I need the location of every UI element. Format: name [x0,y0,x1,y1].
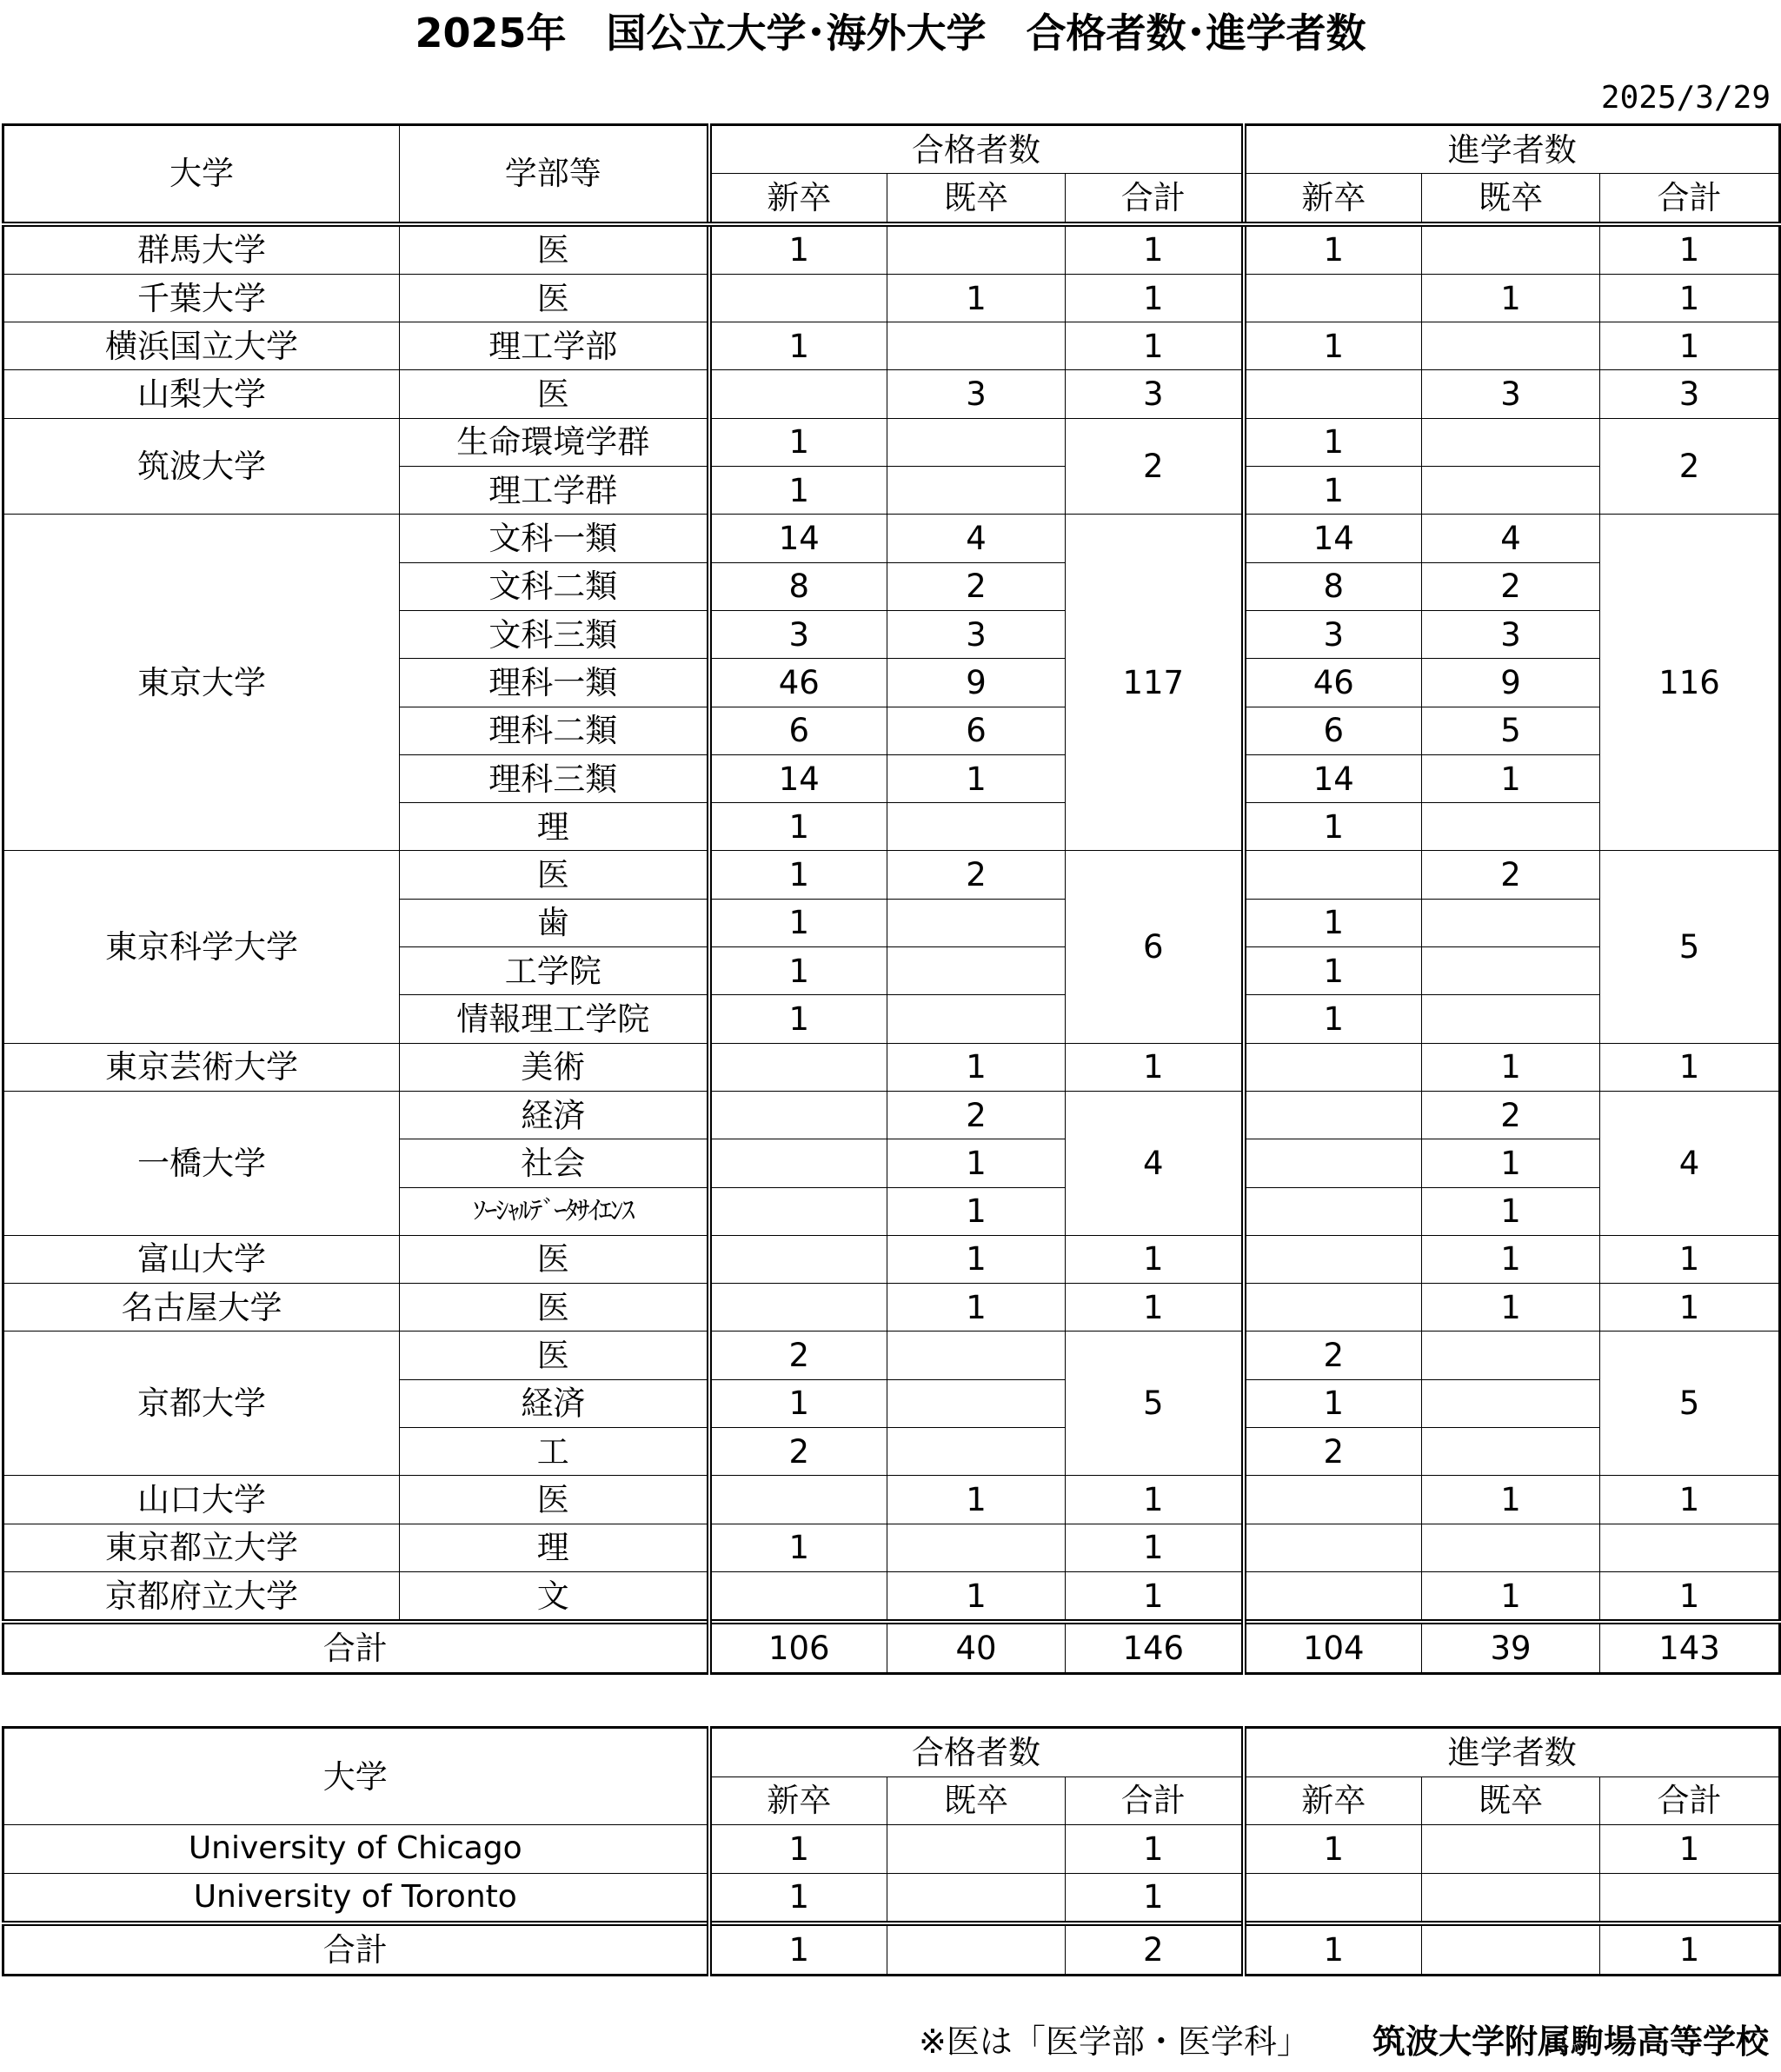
header-enroll-group: 進学者数 [1244,125,1780,174]
pass-prev-count [887,467,1066,515]
enroll-total-count: 1 [1600,1571,1780,1622]
department-name: 歯 [400,899,709,946]
pass-new-count [709,1476,887,1524]
pass-new-count: 1 [709,1524,887,1571]
enroll-new-count: 2 [1244,1332,1422,1379]
pass-new-count: 46 [709,659,887,707]
university-name: 群馬大学 [3,224,400,275]
pass-new-count: 8 [709,562,887,610]
enroll-prev-count [1422,418,1600,466]
intl-header-pass-total: 合計 [1066,1776,1244,1825]
pass-prev-count: 1 [887,1187,1066,1235]
university-name: 東京都立大学 [3,1524,400,1571]
university-name: University of Toronto [3,1873,709,1923]
pass-prev-count [887,224,1066,275]
pass-new-count: 1 [709,899,887,946]
enroll-total-count: 4 [1600,1091,1780,1235]
pass-new-count: 1 [709,322,887,370]
enroll-new-count: 6 [1244,707,1422,754]
intl-header-pass-new: 新卒 [709,1776,887,1825]
header-university: 大学 [3,125,400,224]
pass-prev-count [887,1873,1066,1923]
enroll-prev-count [1422,899,1600,946]
pass-prev-count [887,899,1066,946]
department-name: 美術 [400,1043,709,1091]
enroll-new-count: 2 [1244,1428,1422,1476]
intl-header-enroll-prev: 既卒 [1422,1776,1600,1825]
pass-total-count: 4 [1066,1091,1244,1235]
pass-new-count [709,1043,887,1091]
enroll-new-count: 1 [1244,803,1422,851]
pass-new-count: 2 [709,1428,887,1476]
total-enroll-prev [1422,1923,1600,1975]
enroll-prev-count: 1 [1422,1235,1600,1283]
table-row [3,224,1780,275]
department-name: 医 [400,1284,709,1332]
enroll-total-count: 1 [1600,1043,1780,1091]
total-enroll-prev: 39 [1422,1622,1600,1673]
university-name: 千葉大学 [3,274,400,322]
enroll-new-count: 1 [1244,322,1422,370]
total-pass-prev: 40 [887,1622,1066,1673]
pass-new-count [709,274,887,322]
pass-new-count [709,370,887,418]
total-row [3,1923,1780,1975]
enroll-new-count [1244,1571,1422,1622]
domestic-results-table [2,123,1781,1675]
pass-new-count [709,1284,887,1332]
pass-new-count [709,1235,887,1283]
pass-prev-count: 1 [887,274,1066,322]
enroll-new-count [1244,1524,1422,1571]
enroll-new-count: 1 [1244,224,1422,275]
total-enroll-total: 143 [1600,1622,1780,1673]
enroll-new-count: 46 [1244,659,1422,707]
pass-new-count: 3 [709,610,887,658]
intl-header-enroll-new: 新卒 [1244,1776,1422,1825]
enroll-prev-count [1422,1428,1600,1476]
pass-prev-count [887,803,1066,851]
enroll-prev-count: 5 [1422,707,1600,754]
university-name: University of Chicago [3,1825,709,1874]
enroll-prev-count: 2 [1422,851,1600,899]
enroll-new-count: 1 [1244,1379,1422,1427]
pass-new-count: 2 [709,1332,887,1379]
department-name: 医 [400,224,709,275]
pass-new-count: 1 [709,995,887,1043]
enroll-total-count: 1 [1600,1235,1780,1283]
intl-header-pass-prev: 既卒 [887,1776,1066,1825]
pass-total-count: 1 [1066,1284,1244,1332]
enroll-total-count: 1 [1600,274,1780,322]
header-pass-group: 合格者数 [709,125,1244,174]
header-pass-new: 新卒 [709,174,887,224]
table-row [3,370,1780,418]
enroll-total-count: 2 [1600,418,1780,515]
university-name: 京都大学 [3,1332,400,1476]
table-row [3,1235,1780,1283]
header-enroll-new: 新卒 [1244,174,1422,224]
pass-new-count: 1 [709,1873,887,1923]
enroll-prev-count: 1 [1422,1139,1600,1187]
department-name: 経済 [400,1379,709,1427]
pass-prev-count: 1 [887,1571,1066,1622]
enroll-prev-count: 1 [1422,1284,1600,1332]
department-name: 医 [400,1235,709,1283]
department-name: 生命環境学群 [400,418,709,466]
enroll-total-count: 1 [1600,224,1780,275]
university-name: 名古屋大学 [3,1284,400,1332]
table-row [3,1825,1780,1874]
table-row [3,274,1780,322]
enroll-new-count [1244,1476,1422,1524]
enroll-new-count: 1 [1244,995,1422,1043]
footer-note: ※医は「医学部・医学科」 [919,2022,1310,2061]
university-name: 一橋大学 [3,1091,400,1235]
enroll-new-count: 14 [1244,515,1422,562]
report-date: 2025/3/29 [1600,80,1771,116]
pass-new-count [709,1091,887,1139]
department-name: 工 [400,1428,709,1476]
department-name: 医 [400,274,709,322]
pass-prev-count [887,1825,1066,1874]
pass-new-count: 1 [709,1825,887,1874]
enroll-total-count [1600,1524,1780,1571]
pass-total-count: 1 [1066,1043,1244,1091]
enroll-total-count [1600,1873,1780,1923]
enroll-new-count [1244,370,1422,418]
total-pass-new: 1 [709,1923,887,1975]
enroll-prev-count: 3 [1422,370,1600,418]
pass-prev-count: 2 [887,1091,1066,1139]
pass-prev-count [887,418,1066,466]
intl-header-enroll-group: 進学者数 [1244,1728,1780,1777]
pass-total-count: 1 [1066,274,1244,322]
pass-prev-count: 1 [887,1235,1066,1283]
header-department: 学部等 [400,125,709,224]
enroll-prev-count [1422,1873,1600,1923]
pass-new-count: 6 [709,707,887,754]
pass-prev-count: 9 [887,659,1066,707]
pass-prev-count [887,1332,1066,1379]
pass-prev-count: 1 [887,1139,1066,1187]
footer [919,2018,1769,2065]
department-name: 医 [400,1332,709,1379]
pass-prev-count [887,995,1066,1043]
enroll-new-count [1244,1284,1422,1332]
enroll-new-count [1244,1235,1422,1283]
total-enroll-new: 1 [1244,1923,1422,1975]
enroll-total-count: 1 [1600,1825,1780,1874]
intl-header-pass-group: 合格者数 [709,1728,1244,1777]
header-pass-prev: 既卒 [887,174,1066,224]
pass-prev-count: 1 [887,1476,1066,1524]
pass-total-count: 6 [1066,851,1244,1043]
enroll-total-count: 1 [1600,1284,1780,1332]
university-name: 東京科学大学 [3,851,400,1043]
pass-prev-count [887,1379,1066,1427]
table-row [3,1524,1780,1571]
department-name: 工学院 [400,947,709,995]
department-name: 医 [400,370,709,418]
enroll-prev-count [1422,1332,1600,1379]
total-row [3,1622,1780,1673]
pass-prev-count [887,1524,1066,1571]
enroll-prev-count: 3 [1422,610,1600,658]
enroll-prev-count [1422,467,1600,515]
pass-new-count: 1 [709,947,887,995]
enroll-new-count: 1 [1244,899,1422,946]
department-name: 理工学部 [400,322,709,370]
enroll-new-count [1244,1873,1422,1923]
university-name: 京都府立大学 [3,1571,400,1622]
pass-total-count: 1 [1066,1873,1244,1923]
university-name: 東京芸術大学 [3,1043,400,1091]
university-name: 横浜国立大学 [3,322,400,370]
university-name: 山口大学 [3,1476,400,1524]
total-label: 合計 [3,1923,709,1975]
enroll-new-count [1244,1139,1422,1187]
table-row [3,1873,1780,1923]
department-name: ｿｰｼｬﾙﾃﾞｰﾀｻｲｴﾝｽ [400,1187,709,1235]
intl-header-university: 大学 [3,1728,709,1825]
enroll-prev-count [1422,1524,1600,1571]
university-name: 東京大学 [3,515,400,851]
department-name: 医 [400,851,709,899]
university-name: 山梨大学 [3,370,400,418]
department-name: 理 [400,803,709,851]
pass-total-count: 1 [1066,322,1244,370]
total-pass-total: 2 [1066,1923,1244,1975]
pass-new-count: 1 [709,851,887,899]
table-row [3,322,1780,370]
department-name: 文科三類 [400,610,709,658]
department-name: 理 [400,1524,709,1571]
enroll-prev-count [1422,995,1600,1043]
pass-prev-count: 4 [887,515,1066,562]
enroll-prev-count: 1 [1422,274,1600,322]
pass-prev-count: 2 [887,562,1066,610]
pass-new-count: 1 [709,803,887,851]
header-enroll-total: 合計 [1600,174,1780,224]
department-name: 理工学群 [400,467,709,515]
pass-new-count: 1 [709,224,887,275]
pass-total-count: 2 [1066,418,1244,515]
table-row [3,851,1780,899]
pass-new-count [709,1139,887,1187]
pass-total-count: 3 [1066,370,1244,418]
enroll-new-count: 1 [1244,418,1422,466]
enroll-prev-count [1422,803,1600,851]
enroll-new-count: 3 [1244,610,1422,658]
enroll-prev-count [1422,1825,1600,1874]
university-name: 富山大学 [3,1235,400,1283]
department-name: 理科一類 [400,659,709,707]
pass-new-count [709,1187,887,1235]
table-row [3,1332,1780,1379]
pass-prev-count: 1 [887,1284,1066,1332]
pass-total-count: 5 [1066,1332,1244,1476]
total-label: 合計 [3,1622,709,1673]
enroll-new-count [1244,1187,1422,1235]
pass-new-count: 1 [709,467,887,515]
department-name: 社会 [400,1139,709,1187]
department-name: 文科二類 [400,562,709,610]
enroll-total-count: 1 [1600,1476,1780,1524]
total-pass-new: 106 [709,1622,887,1673]
pass-prev-count: 6 [887,707,1066,754]
enroll-prev-count: 2 [1422,1091,1600,1139]
enroll-prev-count: 1 [1422,1187,1600,1235]
enroll-prev-count [1422,322,1600,370]
enroll-prev-count: 1 [1422,754,1600,802]
enroll-total-count: 116 [1600,515,1780,851]
header-enroll-prev: 既卒 [1422,174,1600,224]
pass-total-count: 1 [1066,1825,1244,1874]
table-row [3,1571,1780,1622]
enroll-prev-count: 1 [1422,1571,1600,1622]
enroll-prev-count [1422,1379,1600,1427]
department-name: 医 [400,1476,709,1524]
enroll-prev-count: 9 [1422,659,1600,707]
university-name: 筑波大学 [3,418,400,515]
department-name: 経済 [400,1091,709,1139]
enroll-new-count: 1 [1244,947,1422,995]
enroll-new-count: 1 [1244,1825,1422,1874]
total-pass-total: 146 [1066,1622,1244,1673]
pass-prev-count: 1 [887,754,1066,802]
enroll-total-count: 5 [1600,1332,1780,1476]
enroll-new-count [1244,1043,1422,1091]
pass-total-count: 117 [1066,515,1244,851]
table-row [3,418,1780,466]
department-name: 文 [400,1571,709,1622]
enroll-prev-count: 4 [1422,515,1600,562]
enroll-total-count: 1 [1600,322,1780,370]
page-title: 2025年 国公立大学･海外大学 合格者数･進学者数 [415,10,1366,56]
enroll-total-count: 5 [1600,851,1780,1043]
intl-header-enroll-total: 合計 [1600,1776,1780,1825]
school-name: 筑波大学附属駒場高等学校 [1372,2022,1769,2061]
pass-prev-count: 3 [887,370,1066,418]
pass-total-count: 1 [1066,1571,1244,1622]
overseas-results-table [2,1726,1781,1976]
enroll-prev-count [1422,224,1600,275]
department-name: 文科一類 [400,515,709,562]
enroll-new-count: 8 [1244,562,1422,610]
enroll-new-count [1244,274,1422,322]
enroll-new-count: 1 [1244,467,1422,515]
enroll-new-count: 14 [1244,754,1422,802]
total-enroll-total: 1 [1600,1923,1780,1975]
department-name: 情報理工学院 [400,995,709,1043]
pass-prev-count [887,1428,1066,1476]
pass-total-count: 1 [1066,1476,1244,1524]
pass-new-count: 1 [709,1379,887,1427]
pass-new-count: 14 [709,515,887,562]
department-name: 理科二類 [400,707,709,754]
enroll-prev-count: 1 [1422,1476,1600,1524]
enroll-prev-count: 1 [1422,1043,1600,1091]
pass-total-count: 1 [1066,1235,1244,1283]
pass-prev-count [887,322,1066,370]
enroll-new-count [1244,851,1422,899]
pass-prev-count: 3 [887,610,1066,658]
pass-total-count: 1 [1066,224,1244,275]
pass-new-count [709,1571,887,1622]
enroll-prev-count: 2 [1422,562,1600,610]
total-pass-prev [887,1923,1066,1975]
enroll-prev-count [1422,947,1600,995]
pass-new-count: 1 [709,418,887,466]
department-name: 理科三類 [400,754,709,802]
pass-prev-count: 1 [887,1043,1066,1091]
pass-prev-count: 2 [887,851,1066,899]
table-row [3,515,1780,562]
enroll-new-count [1244,1091,1422,1139]
table-row [3,1284,1780,1332]
pass-prev-count [887,947,1066,995]
table-row [3,1043,1780,1091]
enroll-total-count: 3 [1600,370,1780,418]
pass-total-count: 1 [1066,1524,1244,1571]
pass-new-count: 14 [709,754,887,802]
table-row [3,1476,1780,1524]
header-pass-total: 合計 [1066,174,1244,224]
total-enroll-new: 104 [1244,1622,1422,1673]
table-row [3,1091,1780,1139]
